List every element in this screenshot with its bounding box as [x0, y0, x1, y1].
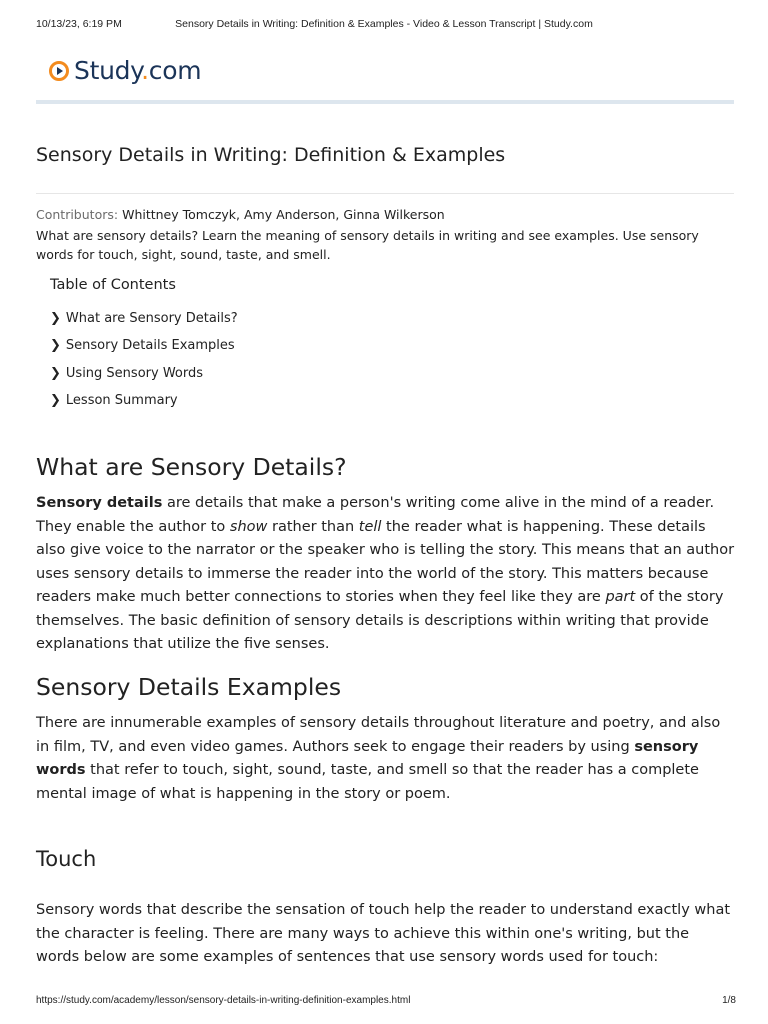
toc-item-label: Using Sensory Words — [65, 366, 204, 381]
header-divider — [36, 100, 734, 104]
section-heading-touch: Touch — [36, 847, 97, 871]
play-circle-icon — [49, 61, 69, 81]
section-heading-sensory-details-examples: Sensory Details Examples — [36, 673, 342, 701]
contributors-label: Contributors: — [36, 207, 119, 222]
print-document-title: Sensory Details in Writing: Definition & Examples - Video & Lesson Transcript | Study.com — [175, 18, 593, 30]
chevron-right-icon: ❯ — [50, 338, 61, 353]
print-page-number: 1/8 — [722, 995, 736, 1006]
chevron-right-icon: ❯ — [50, 393, 61, 408]
section-paragraph: Sensory words that describe the sensation of touch help the reader to understand exactly what the character is feeling. There are many ways to achieve this within one's writing, but the words below are some examples of sentences that use sensory words used for touch: — [36, 902, 731, 965]
print-header — [0, 18, 768, 32]
toc-item-sensory-details-examples[interactable] — [50, 338, 235, 353]
lesson-description: What are sensory details? Learn the meaning of sensory details in writing and see examples. Use sensory words for touch, sight, sound, taste, and smell. — [36, 228, 699, 262]
contributors-names: Whittney Tomczyk, Amy Anderson, Ginna Wilkerson — [122, 207, 445, 222]
logo-wordmark: Study.com — [74, 56, 202, 85]
study-logo[interactable] — [49, 56, 201, 85]
toc-item-label: What are Sensory Details? — [65, 311, 238, 326]
section-paragraph: Sensory details are details that make a person's writing come alive in the mind of a reader. They enable the author to show rather than tell the reader what is happening. These details also give voice to the narrator or the speaker who is telling the story. This means that an author uses sensory details to immerse the reader into the world of the story. This matters because readers make much better connections to stories when they feel like they are part of the story themselves. The basic definition of sensory details is descriptions within writing that provide explanations that utilize the five senses. — [36, 495, 735, 652]
print-datetime: 10/13/23, 6:19 PM — [36, 18, 122, 30]
toc-item-lesson-summary[interactable] — [50, 393, 178, 408]
toc-item-what-are-sensory-details[interactable] — [50, 311, 238, 326]
contributors — [36, 207, 445, 222]
chevron-right-icon: ❯ — [50, 311, 61, 326]
title-divider — [36, 193, 734, 194]
chevron-right-icon: ❯ — [50, 366, 61, 381]
toc-item-using-sensory-words[interactable] — [50, 366, 203, 381]
toc-item-label: Sensory Details Examples — [65, 338, 235, 353]
toc-title: Table of Contents — [50, 277, 176, 293]
section-heading-what-are-sensory-details: What are Sensory Details? — [36, 453, 347, 481]
section-paragraph: There are innumerable examples of sensory details throughout literature and poetry, and also in film, TV, and even video games. Authors seek to engage their readers by using sensory words that refer to touch, sight, sound, taste, and smell so that the reader has a complete mental image of what is happening in the story or poem. — [36, 715, 721, 802]
print-url: https://study.com/academy/lesson/sensory-details-in-writing-definition-examples.html — [36, 995, 411, 1006]
toc-item-label: Lesson Summary — [65, 393, 178, 408]
page-title: Sensory Details in Writing: Definition & Examples — [36, 144, 506, 166]
